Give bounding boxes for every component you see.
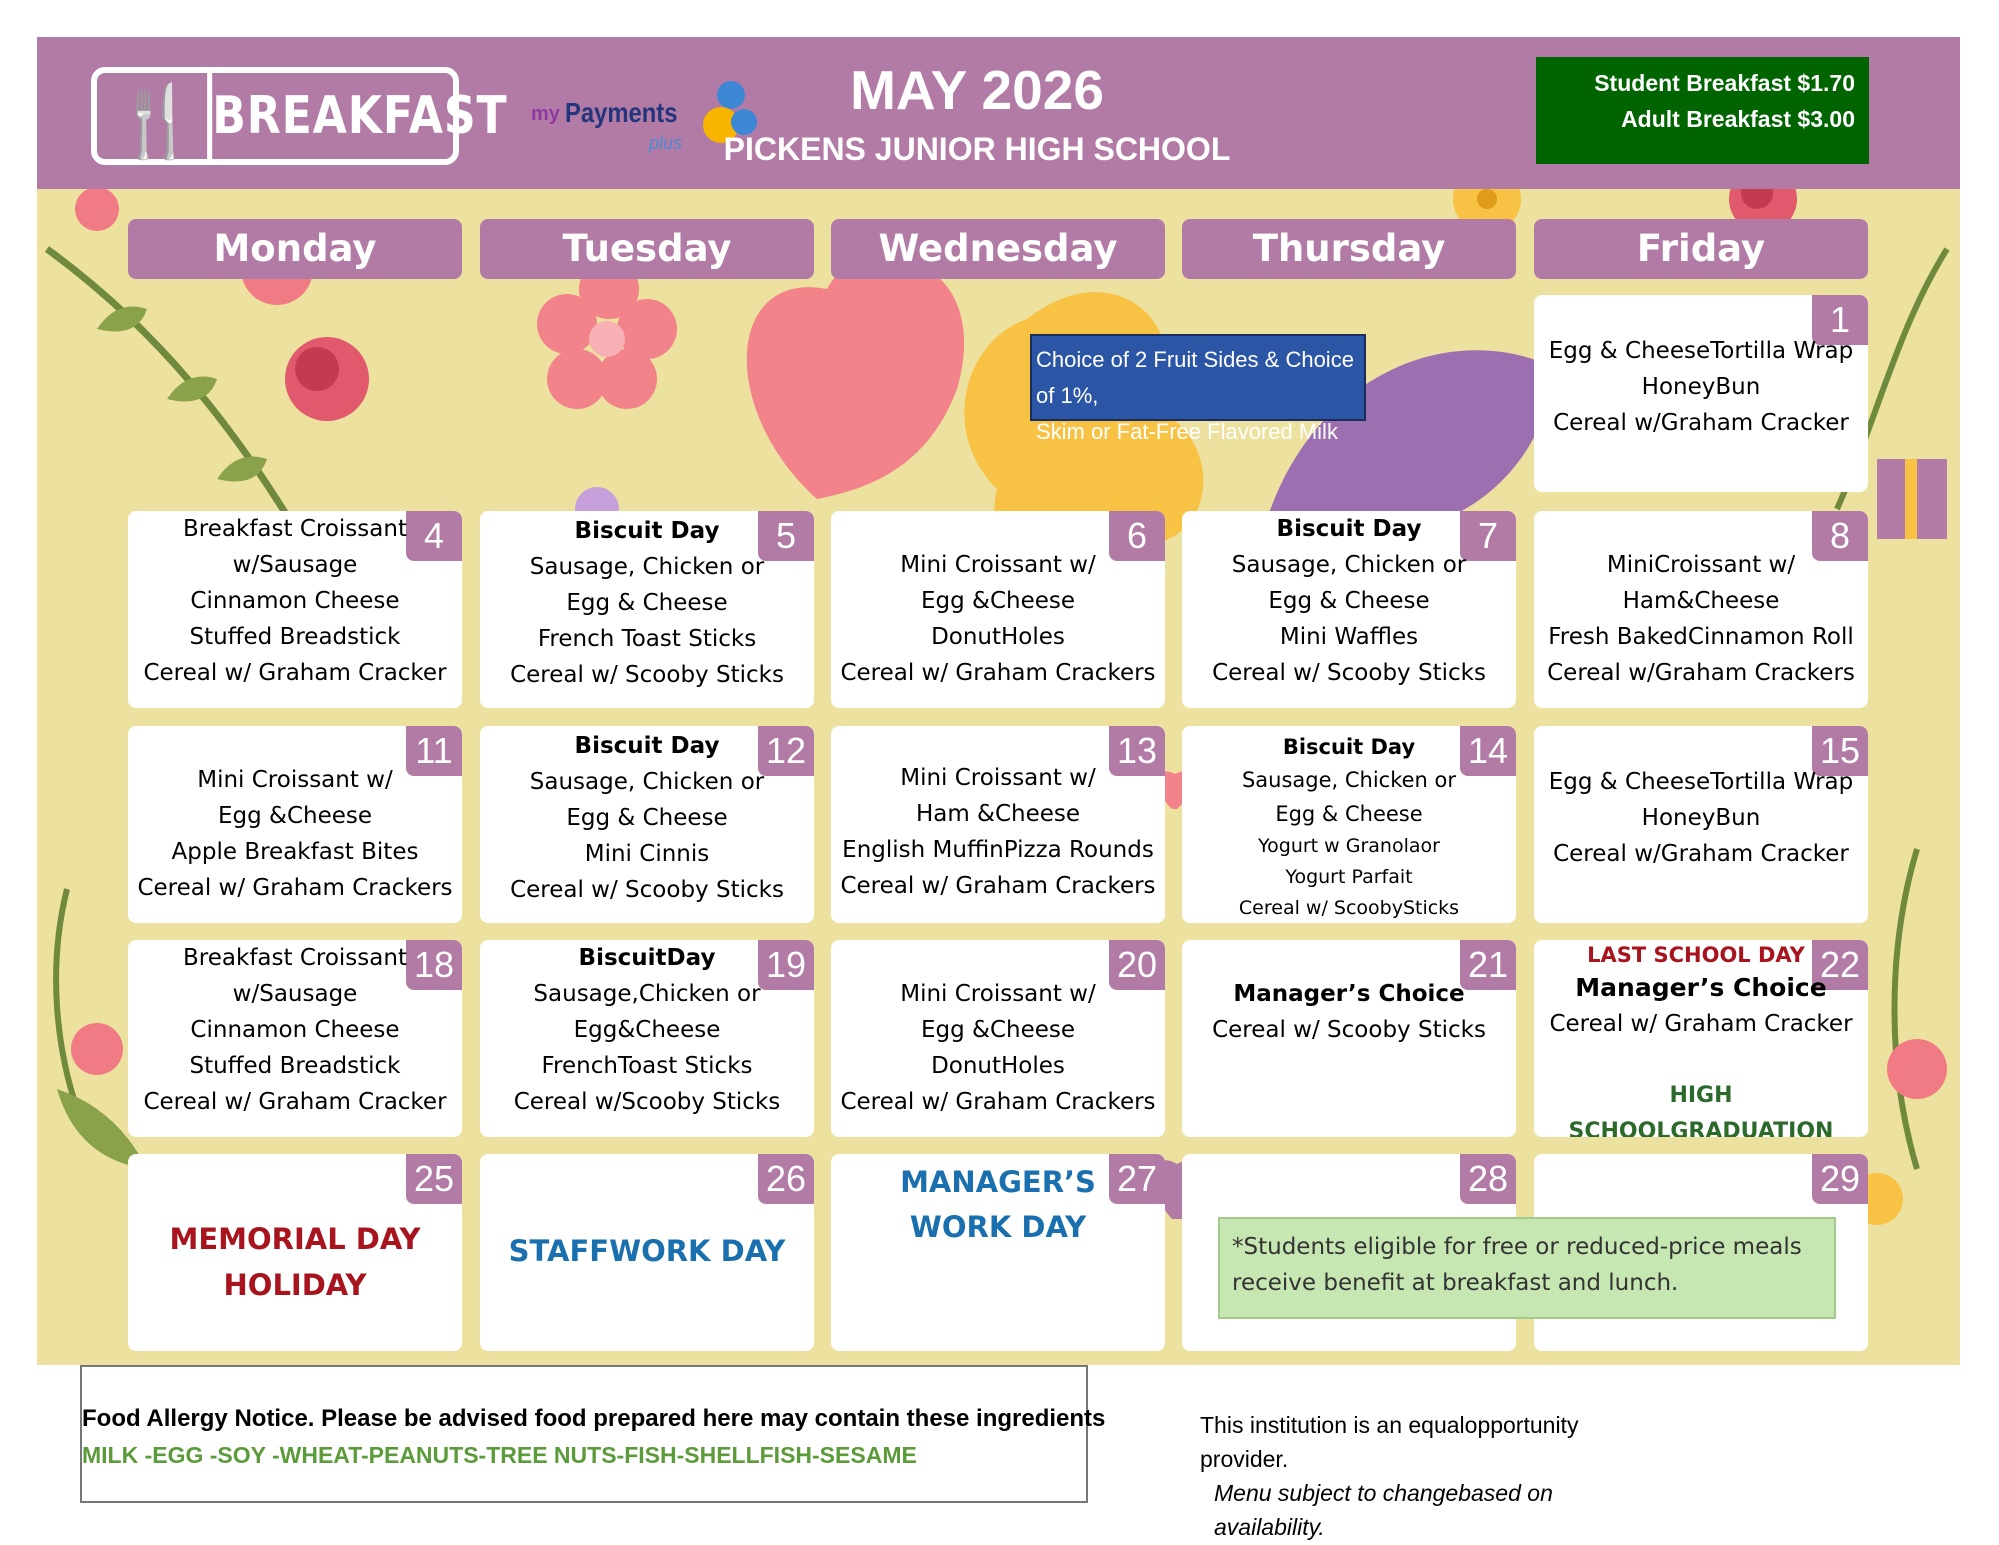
mypayments-plus: plus: [649, 133, 683, 153]
menu-title: BiscuitDay: [578, 945, 716, 971]
menu-item: Cereal w/ Graham Crackers: [840, 1089, 1156, 1115]
menu-item: Cereal w/ Graham Crackers: [840, 660, 1156, 686]
menu-item: Yogurt w Granolaor: [1258, 835, 1440, 857]
menu-item: Cereal w/ ScoobySticks: [1238, 897, 1460, 919]
date-number: 21: [1460, 940, 1516, 990]
menu-item: Sausage, Chicken or: [1231, 552, 1467, 578]
header-banner: [37, 37, 1960, 189]
menu-item: Cereal w/Graham Cracker: [1553, 410, 1849, 436]
menu-change-note: Menu subject to changebased on availability.: [1214, 1480, 1553, 1540]
logo-text: BREAKFAST: [207, 73, 435, 159]
menu-item: Sausage, Chicken or: [1241, 768, 1457, 792]
menu-item: Cereal w/Graham Cracker: [1553, 841, 1849, 867]
menu-item: Egg & CheeseTortilla Wrap: [1548, 769, 1854, 795]
menu-item: Cereal w/ Scooby Sticks: [1212, 660, 1486, 686]
menu-item: Sausage, Chicken or: [529, 769, 765, 795]
student-price: Student Breakfast $1.70: [1594, 70, 1855, 96]
menu-item: Egg&Cheese: [573, 1017, 721, 1043]
date-number: 14: [1460, 726, 1516, 776]
menu-item: Mini Waffles: [1279, 624, 1419, 650]
menu-title: Biscuit Day: [1282, 735, 1416, 759]
mypayments-my: my: [531, 103, 560, 125]
menu-item: Cereal w/Graham Crackers: [1547, 660, 1855, 686]
day-cell-25: [128, 1154, 462, 1351]
mypayments-payments: Payments: [565, 97, 678, 128]
graduation-note: HIGH SCHOOLGRADUATION: [1568, 1083, 1834, 1137]
food-allergy-notice: [80, 1365, 1106, 1503]
day-cell-5: [480, 511, 814, 708]
date-number: 5: [758, 511, 814, 561]
menu-item: Egg &Cheese: [217, 803, 373, 829]
day-cell-12: [480, 726, 814, 923]
menu-item: Egg &Cheese: [920, 588, 1076, 614]
menu-item: Cereal w/ Graham Crackers: [840, 873, 1156, 899]
menu-item: Stuffed Breadstick: [189, 1053, 401, 1079]
menu-item: Breakfast Croissant: [183, 516, 407, 542]
menu-item: Egg & CheeseTortilla Wrap: [1548, 338, 1854, 364]
day-cell-19: [480, 940, 814, 1137]
menu-title: Manager’s Choice: [1575, 973, 1827, 1002]
day-cell-7: [1182, 511, 1516, 708]
date-number: 8: [1812, 511, 1868, 561]
menu-item: Mini Croissant w/: [900, 552, 1096, 578]
menu-title: Manager’s Choice: [1233, 981, 1465, 1007]
fork-icon: 🍴: [113, 82, 201, 160]
date-number: 25: [406, 1154, 462, 1204]
date-number: 12: [758, 726, 814, 776]
pink-flower-icon: [537, 259, 677, 409]
menu-item: DonutHoles: [931, 624, 1065, 650]
menu-item: FrenchToast Sticks: [541, 1053, 753, 1079]
menu-item: Sausage,Chicken or: [533, 981, 761, 1007]
eligibility-note: [1218, 1217, 1836, 1319]
date-number: 6: [1109, 511, 1165, 561]
menu-item: Cereal w/ Scooby Sticks: [1212, 1017, 1486, 1043]
eligibility-line: receive benefit at breakfast and lunch.: [1232, 1270, 1679, 1296]
date-number: 18: [406, 940, 462, 990]
menu-item: Ham&Cheese: [1622, 588, 1780, 614]
menu-item: Cereal w/ Scooby Sticks: [510, 877, 784, 903]
day-header-tuesday: Tuesday: [480, 219, 814, 279]
menu-item: Cereal w/ Graham Crackers: [137, 875, 453, 901]
date-number: 4: [406, 511, 462, 561]
allergen-list: MILK -EGG -SOY -WHEAT-PEANUTS-TREE NUTS-FISH-SHELLFISH-SESAME: [82, 1442, 917, 1468]
holiday-label: MEMORIAL DAY: [169, 1222, 421, 1256]
menu-item: w/Sausage: [232, 981, 358, 1007]
gift-icon: [1877, 459, 1947, 539]
menu-item: HoneyBun: [1641, 805, 1761, 831]
day-cell-1: [1534, 295, 1868, 492]
menu-title: Biscuit Day: [1276, 516, 1422, 542]
month-title: MAY 2026: [850, 59, 1104, 121]
menu-item: DonutHoles: [931, 1053, 1065, 1079]
menu-title: Biscuit Day: [574, 518, 720, 544]
menu-item: Fresh BakedCinnamon Roll: [1548, 624, 1854, 650]
pink-flower-icon-bottom: [71, 1023, 123, 1075]
menu-item: Mini Croissant w/: [900, 765, 1096, 791]
menu-item: Cereal w/ Graham Cracker: [143, 660, 447, 686]
day-cell-11: [128, 726, 462, 923]
menu-item: Egg & Cheese: [566, 805, 728, 831]
menu-item: Egg & Cheese: [1275, 802, 1423, 826]
menu-item: Cinnamon Cheese: [190, 588, 400, 614]
milk-note-line: Skim or Fat-Free Flavored Milk: [1036, 419, 1338, 444]
date-number: 22: [1812, 940, 1868, 990]
menu-item: Ham &Cheese: [915, 801, 1081, 827]
day-cell-6: [831, 511, 1165, 708]
menu-item: Stuffed Breadstick: [189, 624, 401, 650]
workday-label: STAFFWORK DAY: [508, 1234, 786, 1268]
school-name: PICKENS JUNIOR HIGH SCHOOL: [723, 131, 1231, 167]
day-cell-15: [1534, 726, 1868, 923]
breakfast-logo: [91, 67, 508, 165]
menu-item: w/Sausage: [232, 552, 358, 578]
eligibility-line: *Students eligible for free or reduced-price meals: [1232, 1234, 1802, 1260]
day-cell-13: [831, 726, 1165, 923]
day-header-thursday: Thursday: [1182, 219, 1516, 279]
menu-item: Cinnamon Cheese: [190, 1017, 400, 1043]
date-number: 27: [1109, 1154, 1165, 1204]
menu-item: Apple Breakfast Bites: [171, 839, 419, 865]
day-cell-20: [831, 940, 1165, 1137]
date-number: 28: [1460, 1154, 1516, 1204]
date-number: 26: [758, 1154, 814, 1204]
menu-item: Yogurt Parfait: [1285, 866, 1413, 888]
menu-item: Cereal w/Scooby Sticks: [513, 1089, 781, 1115]
equal-opportunity-statement: This institution is an equalopportunity provider.: [1200, 1412, 1579, 1472]
menu-item: Mini Croissant w/: [197, 767, 393, 793]
date-number: 11: [406, 726, 462, 776]
menu-title: Biscuit Day: [574, 733, 720, 759]
date-number: 20: [1109, 940, 1165, 990]
date-number: 7: [1460, 511, 1516, 561]
small-flower-icon: [75, 189, 119, 231]
menu-item: French Toast Sticks: [537, 626, 757, 652]
date-number: 1: [1812, 295, 1868, 345]
menu-item: Cereal w/ Graham Cracker: [1549, 1011, 1853, 1037]
red-rose-icon: [285, 337, 369, 421]
day-cell-18: [128, 940, 462, 1137]
day-cell-14: [1182, 726, 1516, 923]
menu-poster: [37, 37, 1960, 1365]
day-cell-22: [1534, 940, 1868, 1137]
menu-item: HoneyBun: [1641, 374, 1761, 400]
day-header-monday: Monday: [128, 219, 462, 279]
menu-item: Egg &Cheese: [920, 1017, 1076, 1043]
menu-item: Egg & Cheese: [1268, 588, 1430, 614]
menu-item: MiniCroissant w/: [1606, 552, 1796, 578]
menu-item: Cereal w/ Graham Cracker: [143, 1089, 447, 1115]
milk-choice-note: [1030, 334, 1366, 444]
day-header-friday: Friday: [1534, 219, 1868, 279]
menu-item: Cereal w/ Scooby Sticks: [510, 662, 784, 688]
workday-label: WORK DAY: [909, 1210, 1087, 1244]
date-number: 19: [758, 940, 814, 990]
price-box: [1536, 57, 1869, 164]
milk-note-line: Choice of 2 Fruit Sides & Choice of 1%,: [1036, 347, 1354, 408]
footer-statements: [1200, 1408, 1620, 1544]
rose-icon-right: [1887, 1039, 1947, 1099]
adult-price: Adult Breakfast $3.00: [1621, 106, 1855, 132]
allergy-notice-title: Food Allergy Notice. Please be advised food prepared here may contain these ingredients: [82, 1405, 1106, 1432]
menu-item: English MuffinPizza Rounds: [842, 837, 1154, 863]
day-cell-8: [1534, 511, 1868, 708]
date-number: 13: [1109, 726, 1165, 776]
day-header-wednesday: Wednesday: [831, 219, 1165, 279]
menu-item: Breakfast Croissant: [183, 945, 407, 971]
day-cell-26: [480, 1154, 814, 1351]
date-number: 29: [1812, 1154, 1868, 1204]
day-cell-27: [831, 1154, 1165, 1351]
holiday-label: HOLIDAY: [223, 1268, 367, 1302]
menu-item: Mini Croissant w/: [900, 981, 1096, 1007]
menu-item: Egg & Cheese: [566, 590, 728, 616]
day-cell-21: [1182, 940, 1516, 1137]
day-cell-4: [128, 511, 462, 708]
menu-item: Sausage, Chicken or: [529, 554, 765, 580]
heart-decoration: [747, 257, 964, 499]
last-school-day-banner: LAST SCHOOL DAY: [1587, 943, 1805, 967]
date-number: 15: [1812, 726, 1868, 776]
menu-item: Mini Cinnis: [584, 841, 710, 867]
workday-label: MANAGER’S: [900, 1165, 1096, 1199]
